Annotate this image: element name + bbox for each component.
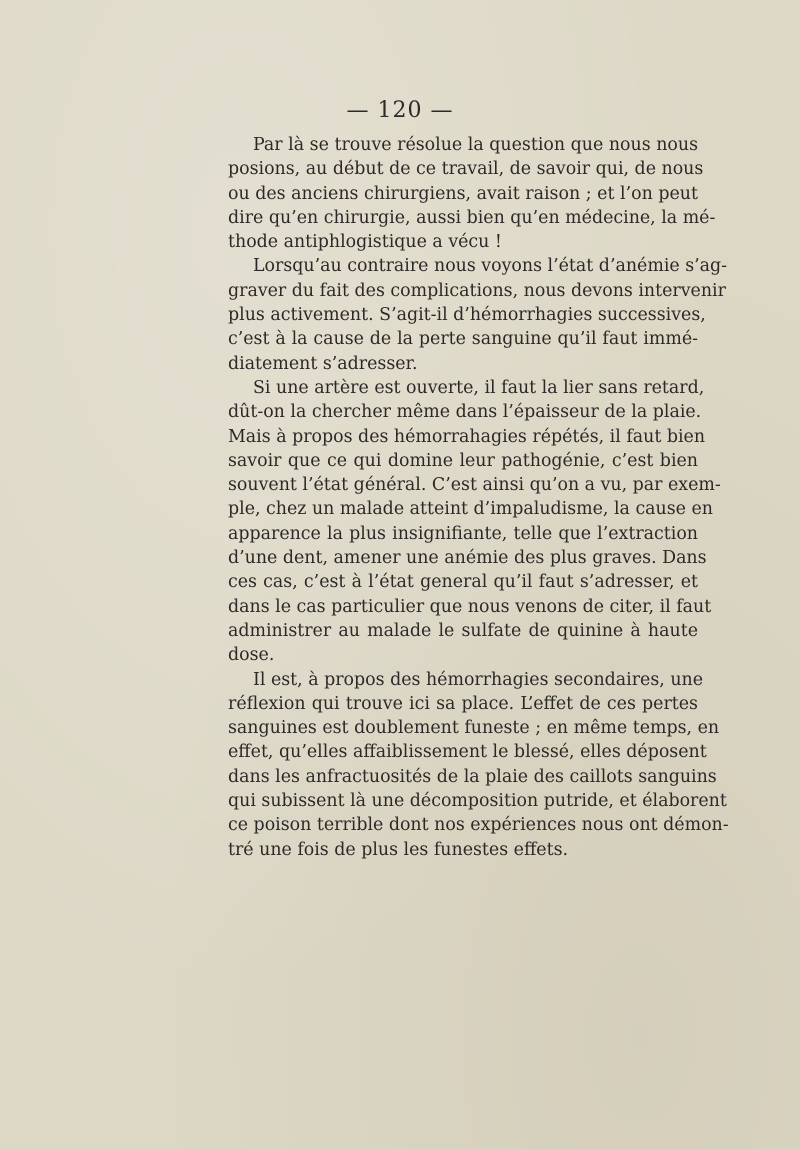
text-line: ple, chez un malade atteint d’impaludisme, la cause en	[228, 499, 713, 520]
text-line: administrer au malade le sulfate de quinine à haute	[228, 620, 698, 641]
page-number: — 120 —	[346, 98, 454, 123]
body-text	[228, 133, 729, 862]
text-line: savoir que ce qui domine leur pathogénie, c’est bien	[228, 450, 698, 471]
text-line: diatement s’adresser.	[228, 353, 418, 374]
text-line: dût-on la chercher même dans l’épaisseur de la plaie.	[228, 402, 702, 423]
text-line: c’est à la cause de la perte sanguine qu’il faut immé-	[228, 329, 698, 350]
text-line: Lorsqu’au contraire nous voyons l’état d’anémie s’ag-	[253, 256, 728, 277]
text-line: graver du fait des complications, nous devons intervenir	[228, 280, 726, 301]
text-line: Si une artère est ouverte, il faut la lier sans retard,	[253, 377, 705, 398]
text-line: thode antiphlogistique a vécu !	[228, 232, 502, 253]
text-line: Mais à propos des hémorrahagies répétés, il faut bien	[228, 426, 706, 447]
paragraph	[228, 668, 729, 862]
paragraph	[228, 133, 716, 254]
paragraph	[228, 376, 721, 668]
text-line: apparence la plus insignifiante, telle que l’extraction	[228, 523, 698, 544]
text-line: posions, au début de ce travail, de savoir qui, de nous	[228, 159, 704, 180]
text-line: qui subissent là une décomposition putride, et élaborent	[228, 791, 727, 812]
text-line: ou des anciens chirurgiens, avait raison ; et l’on peut	[228, 183, 698, 204]
text-line: plus activement. S’agit-il d’hémorrhagies successives,	[228, 305, 706, 326]
text-line: dire qu’en chirurgie, aussi bien qu’en médecine, la mé-	[228, 207, 716, 228]
text-line: dose.	[228, 645, 275, 666]
text-line: sanguines est doublement funeste ; en même temps, en	[228, 718, 720, 739]
text-line: souvent l’état général. C’est ainsi qu’on a vu, par exem-	[228, 475, 721, 496]
text-line: Il est, à propos des hémorrhagies secondaires, une	[253, 669, 704, 690]
text-line: effet, qu’elles affaiblissement le blessé, elles déposent	[228, 742, 707, 763]
text-line: d’une dent, amener une anémie des plus graves. Dans	[228, 548, 707, 569]
text-line: tré une fois de plus les funestes effets.	[228, 839, 569, 860]
text-line: ce poison terrible dont nos expériences nous ont démon-	[228, 815, 729, 836]
text-line: réflexion qui trouve ici sa place. L’effet de ces pertes	[228, 693, 698, 714]
text-line: dans les anfractuosités de la plaie des caillots sanguins	[228, 766, 717, 787]
text-line: Par là se trouve résolue la question que nous nous	[253, 135, 698, 155]
paragraph	[228, 254, 728, 375]
text-line: ces cas, c’est à l’état general qu’il faut s’adresser, et	[228, 572, 698, 593]
text-line: dans le cas particulier que nous venons de citer, il faut	[228, 596, 712, 617]
